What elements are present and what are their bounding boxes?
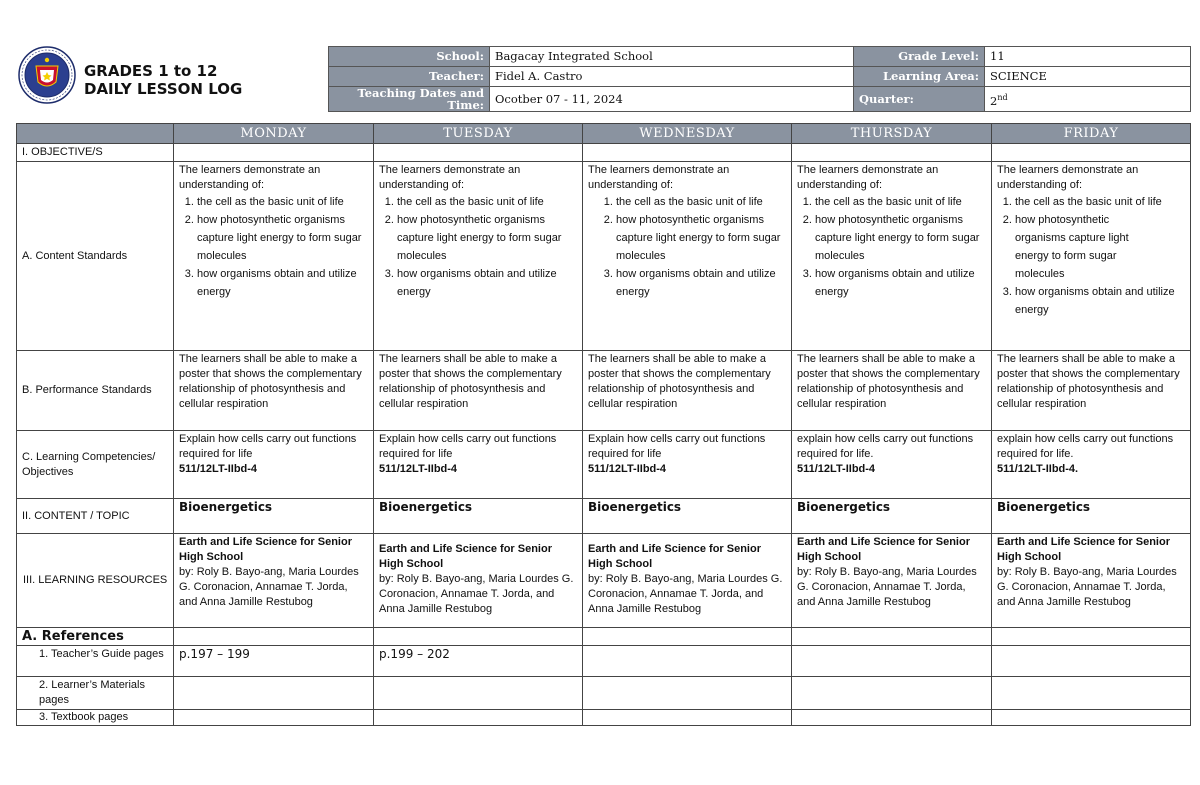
competencies-row <box>17 431 1191 499</box>
row-label-content-topic: II. CONTENT / TOPIC <box>17 499 174 534</box>
school-label: School: <box>329 47 490 67</box>
content-standards-intro: The learners demonstrate an understanding of: <box>379 164 521 191</box>
grade-level-label: Grade Level: <box>854 47 985 67</box>
learning-area-label: Learning Area: <box>854 67 985 87</box>
content-standard-item: 1. the cell as the basic unit of life <box>197 193 368 211</box>
resource-authors: by: Roly B. Bayo-ang, Maria Lourdes G. Coronacion, Annamae T. Jorda, and Anna Jamille Restubog <box>179 566 359 608</box>
competency-cell <box>992 431 1191 499</box>
day-wednesday: WEDNESDAY <box>583 124 792 144</box>
learning-resources-row <box>17 534 1191 628</box>
competency-text: Explain how cells carry out functions required for life <box>588 433 766 460</box>
performance-standard-cell: The learners shall be able to make a poster that shows the complementary relationship of photosynthesis and cellular respiration <box>374 351 583 431</box>
content-standard-item: 3. how organisms obtain and utilize energy <box>397 265 577 301</box>
teaching-dates-value: Ocotber 07 - 11, 2024 <box>490 87 854 112</box>
topic-cell: Bioenergetics <box>583 499 792 534</box>
objectives-row <box>17 144 1191 162</box>
competency-cell <box>792 431 992 499</box>
competency-cell <box>374 431 583 499</box>
competency-code: 511/12LT-IIbd-4. <box>997 463 1079 475</box>
content-standards-cell <box>374 162 583 351</box>
content-standards-cell <box>583 162 792 351</box>
content-standards-cell <box>174 162 374 351</box>
competency-code: 511/12LT-IIbd-4 <box>588 463 667 475</box>
row-label-competencies: C. Learning Competencies/ Objectives <box>17 431 174 499</box>
competency-text: explain how cells carry out functions required for life. <box>997 433 1174 460</box>
content-standards-intro: The learners demonstrate an understanding of: <box>997 164 1139 191</box>
competency-code: 511/12LT-IIbd-4 <box>179 463 258 475</box>
daily-lesson-log-table <box>16 123 1191 726</box>
content-standards-intro: The learners demonstrate an understanding of: <box>797 164 939 191</box>
quarter-label: Quarter: <box>854 87 985 112</box>
learning-area-value: SCIENCE <box>985 67 1191 87</box>
teachers-guide-pages-cell <box>992 646 1191 677</box>
competency-cell <box>583 431 792 499</box>
resource-book-title: Earth and Life Science for Senior High School <box>379 543 552 570</box>
resource-authors: by: Roly B. Bayo-ang, Maria Lourdes G. Coronacion, Annamae T. Jorda, and Anna Jamille Restubog <box>797 566 977 608</box>
performance-standard-cell: The learners shall be able to make a poster that shows the complementary relationship of photosynthesis and cellular respiration <box>174 351 374 431</box>
content-standard-item: 3. how organisms obtain and utilize energy <box>1015 283 1181 319</box>
grade-level-value: 11 <box>985 47 1191 67</box>
teaching-dates-label: Teaching Dates and Time: <box>329 87 490 112</box>
content-standard-item: 1. the cell as the basic unit of life <box>616 193 786 211</box>
day-header-blank <box>17 124 174 144</box>
resource-book-title: Earth and Life Science for Senior High School <box>797 536 970 563</box>
content-standard-item: 3. how organisms obtain and utilize energy <box>815 265 986 301</box>
row-label-content-standards: A. Content Standards <box>17 162 174 351</box>
resource-book-title: Earth and Life Science for Senior High School <box>179 536 352 563</box>
teachers-guide-pages-cell: p.199 – 202 <box>374 646 583 677</box>
content-standard-item: 2. how photosynthetic organisms capture light energy to form sugar molecules <box>1015 211 1181 283</box>
resource-book-title: Earth and Life Science for Senior High School <box>997 536 1170 563</box>
row-label-teachers-guide: 1. Teacher’s Guide pages <box>17 646 174 677</box>
topic-cell: Bioenergetics <box>374 499 583 534</box>
resource-cell <box>792 534 992 628</box>
competency-text: Explain how cells carry out functions required for life <box>179 433 357 460</box>
content-standard-item: 1. the cell as the basic unit of life <box>815 193 986 211</box>
teachers-guide-pages-cell <box>792 646 992 677</box>
content-standard-item: 3. how organisms obtain and utilize energy <box>197 265 368 301</box>
content-standards-row <box>17 162 1191 351</box>
school-value: Bagacay Integrated School <box>490 47 854 67</box>
topic-cell: Bioenergetics <box>174 499 374 534</box>
deped-seal-logo <box>18 46 76 104</box>
teachers-guide-pages-cell: p.197 – 199 <box>174 646 374 677</box>
header-info-table <box>328 46 1191 112</box>
content-standards-cell <box>992 162 1191 351</box>
performance-standard-cell: The learners shall be able to make a poster that shows the complementary relationship of photosynthesis and cellular respiration <box>992 351 1191 431</box>
resource-book-title: Earth and Life Science for Senior High School <box>588 543 761 570</box>
title-line-1: GRADES 1 to 12 <box>84 62 218 80</box>
content-standards-cell <box>792 162 992 351</box>
topic-cell: Bioenergetics <box>792 499 992 534</box>
row-label-textbook: 3. Textbook pages <box>17 710 174 726</box>
teachers-guide-row <box>17 646 1191 677</box>
day-tuesday: TUESDAY <box>374 124 583 144</box>
learners-materials-row <box>17 677 1191 710</box>
quarter-value <box>985 87 1191 112</box>
competency-cell <box>174 431 374 499</box>
quarter-ordinal: nd <box>997 92 1008 102</box>
content-standard-item: 2. how photosynthetic organisms capture light energy to form sugar molecules <box>197 211 368 265</box>
textbook-pages-row <box>17 710 1191 726</box>
day-header-row <box>17 124 1191 144</box>
references-row <box>17 628 1191 646</box>
content-standards-intro: The learners demonstrate an understanding of: <box>588 164 730 191</box>
resource-authors: by: Roly B. Bayo-ang, Maria Lourdes G. Coronacion, Annamae T. Jorda, and Anna Jamille Restubog <box>379 573 574 615</box>
content-topic-row <box>17 499 1191 534</box>
resource-cell <box>583 534 792 628</box>
resource-cell <box>374 534 583 628</box>
content-standard-item: 2. how photosynthetic organisms capture light energy to form sugar molecules <box>815 211 986 265</box>
teacher-value: Fidel A. Castro <box>490 67 854 87</box>
competency-text: explain how cells carry out functions required for life. <box>797 433 974 460</box>
resource-cell <box>174 534 374 628</box>
content-standard-item: 2. how photosynthetic organisms capture light energy to form sugar molecules <box>397 211 577 265</box>
performance-standard-cell: The learners shall be able to make a poster that shows the complementary relationship of photosynthesis and cellular respiration <box>792 351 992 431</box>
teacher-label: Teacher: <box>329 67 490 87</box>
resource-cell <box>992 534 1191 628</box>
title-line-2: DAILY LESSON LOG <box>84 80 243 98</box>
row-label-learning-resources: III. LEARNING RESOURCES <box>17 534 174 628</box>
day-thursday: THURSDAY <box>792 124 992 144</box>
content-standards-intro: The learners demonstrate an understanding of: <box>179 164 321 191</box>
competency-code: 511/12LT-IIbd-4 <box>797 463 876 475</box>
resource-authors: by: Roly B. Bayo-ang, Maria Lourdes G. Coronacion, Annamae T. Jorda, and Anna Jamille Restubog <box>997 566 1177 608</box>
resource-authors: by: Roly B. Bayo-ang, Maria Lourdes G. Coronacion, Annamae T. Jorda, and Anna Jamille Restubog <box>588 573 783 615</box>
teachers-guide-pages-cell <box>583 646 792 677</box>
topic-cell: Bioenergetics <box>992 499 1191 534</box>
competency-text: Explain how cells carry out functions required for life <box>379 433 557 460</box>
performance-standards-row <box>17 351 1191 431</box>
row-label-performance-standards: B. Performance Standards <box>17 351 174 431</box>
performance-standard-cell: The learners shall be able to make a poster that shows the complementary relationship of photosynthesis and cellular respiration <box>583 351 792 431</box>
content-standard-item: 1. the cell as the basic unit of life <box>397 193 577 211</box>
row-label-references: A. References <box>17 628 174 646</box>
row-label-learners-materials: 2. Learner’s Materials pages <box>17 677 174 710</box>
content-standard-item: 1. the cell as the basic unit of life <box>1015 193 1181 211</box>
row-label-objectives: I. OBJECTIVE/S <box>17 144 174 162</box>
day-monday: MONDAY <box>174 124 374 144</box>
document-title <box>84 62 242 98</box>
day-friday: FRIDAY <box>992 124 1191 144</box>
quarter-number: 2 <box>990 93 998 108</box>
content-standard-item: 3. how organisms obtain and utilize energy <box>616 265 786 301</box>
content-standard-item: 2. how photosynthetic organisms capture light energy to form sugar molecules <box>616 211 786 265</box>
competency-code: 511/12LT-IIbd-4 <box>379 463 458 475</box>
